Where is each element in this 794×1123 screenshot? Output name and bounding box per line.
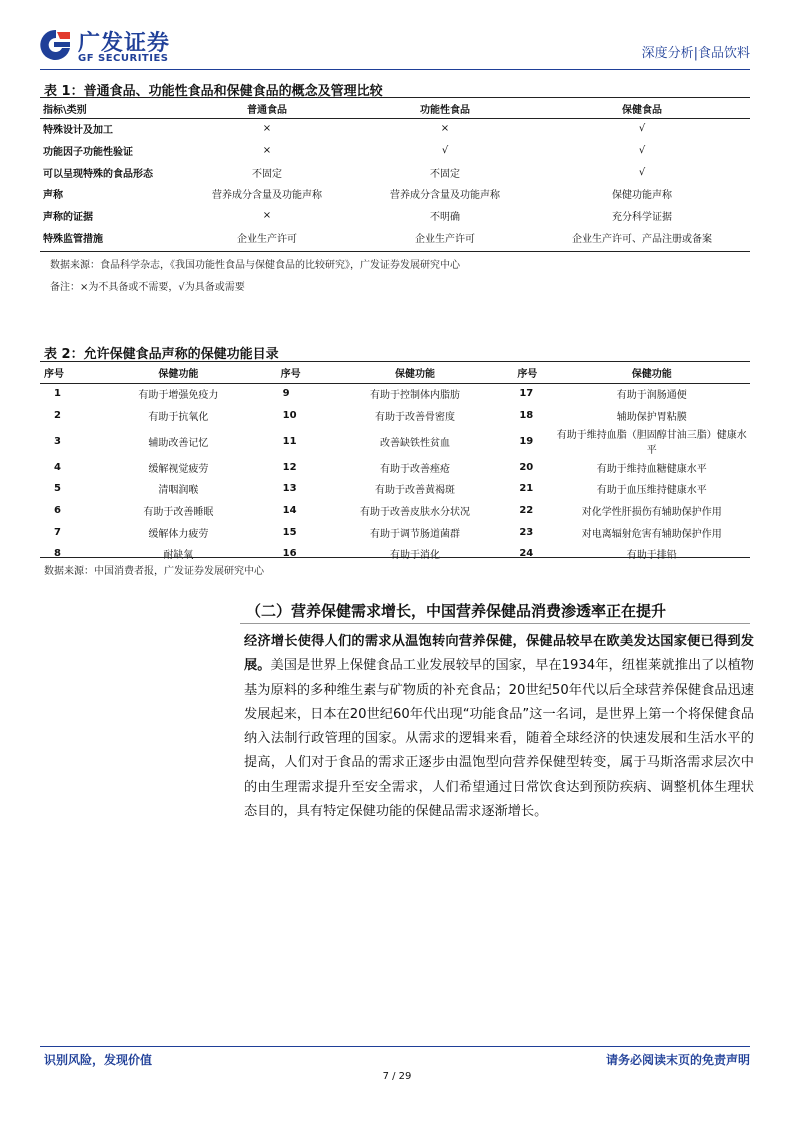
table-cell: × [262,123,272,135]
header-divider [40,69,750,70]
table-cell: 特殊监管措施 [43,233,103,245]
health-function-table [40,362,750,565]
table-cell: 有助于维持血糖健康水平 [596,463,707,475]
table-row [40,226,750,248]
table-cell: 营养成分含量及功能声称 [212,190,322,202]
table-cell: 辅助保护胃粘膜 [616,412,687,424]
table-cell: 缓解视觉疲劳 [148,463,209,475]
page-header [40,26,750,70]
table-cell: 10 [282,410,297,422]
table-cell: 清咽润喉 [158,485,199,497]
table-cell: 耐缺氧 [163,550,194,562]
logo-english-name: GF SECURITIES [78,53,169,64]
table-cell: 声称的证据 [43,212,93,224]
table-cell: 有助于改善皮肤水分状况 [360,507,471,519]
table-cell: √ [638,123,646,135]
table-cell: 19 [519,435,534,447]
table-cell: × [262,210,272,222]
table2-header-cell: 序号 [517,369,538,380]
footer-disclaimer: 请务必阅读末页的免责声明 [605,1053,750,1067]
table-cell: 不固定 [252,168,282,180]
table-cell: 12 [282,461,297,473]
table-row [40,405,750,427]
table-cell: 5 [54,483,61,495]
table1-header-row [40,98,750,118]
table-cell: √ [441,145,449,157]
table-cell: 24 [519,548,534,560]
table-cell: 充分科学证据 [612,212,672,224]
section-divider [240,623,750,624]
table-cell: 20 [519,461,534,473]
table-row [40,478,750,500]
table-cell: 3 [54,435,61,447]
lead-sentence: 经济增长使得人们的需求从温饱转向营养保健，保健品较早在欧美发达国家便已得到发展。 [244,634,754,674]
table-row [40,118,750,140]
body-paragraph [244,630,754,824]
footer-slogan: 识别风险，发现价值 [44,1053,153,1067]
table1-header-cell: 功能性食品 [420,104,470,116]
table-cell: 不固定 [430,168,460,180]
table-cell: 9 [282,388,290,400]
table-cell: 企业生产许可 [415,233,475,245]
comparison-table [40,98,750,248]
table-cell: 可以呈现特殊的食品形态 [43,168,153,180]
table-cell: 特殊设计及加工 [43,125,113,137]
table2-header-cell: 序号 [44,369,64,380]
table-cell: 改善缺铁性贫血 [380,437,451,449]
table-cell: 7 [54,526,61,538]
table-cell: 11 [282,435,297,447]
table-cell: 18 [519,410,534,422]
table-cell: × [440,123,450,135]
table-cell: 8 [54,548,61,560]
footer-divider [40,1046,750,1047]
table-row [40,205,750,227]
table-cell: 14 [282,505,297,517]
table-cell: 企业生产许可 [237,233,297,245]
table-cell: 21 [519,483,534,495]
company-logo [40,26,210,66]
table-cell: 16 [282,548,297,560]
table-cell: 1 [54,388,61,400]
report-type: 深度分析|食品饮料 [641,46,750,61]
table-cell: 6 [54,505,61,517]
table2-header-cell: 保健功能 [158,369,199,380]
table-cell: × [262,145,272,157]
table-cell: 22 [519,505,534,517]
table-cell: 辅助改善记忆 [148,437,209,449]
table2-source: 数据来源：中国消费者报，广发证券发展研究中心 [44,566,264,577]
table2-bottom-rule [40,557,750,558]
table-cell: 营养成分含量及功能声称 [390,190,500,202]
table2-header-cell: 序号 [280,369,301,380]
table-cell: 有助于血压维持健康水平 [596,485,707,497]
section-heading: （二）营养保健需求增长，中国营养保健品消费渗透率正在提升 [246,602,667,620]
page-number: 7 / 29 [382,1071,412,1082]
table-row [40,383,750,405]
table-row [40,500,750,522]
table-cell: 有助于增强免疫力 [138,390,219,402]
table2-header-cell: 保健功能 [395,369,436,380]
table-row [40,161,750,183]
table-cell: 有助于润肠通便 [616,390,687,402]
table1-source: 数据来源：食品科学杂志，《我国功能性食品与保健食品的比较研究》，广发证券发展研究中心 [50,260,460,271]
table-cell: 对电离辐射危害有辅助保护作用 [581,528,722,540]
table-cell: 有助于抗氧化 [148,412,209,424]
table2-header-row [40,362,750,383]
table-row [40,140,750,162]
table-cell: 有助于消化 [390,550,441,562]
table-cell: 保健功能声称 [612,190,672,202]
table-cell: 有助于排铅 [626,550,677,562]
table2-header-cell: 保健功能 [631,369,672,380]
table-cell: 4 [54,461,61,473]
table-cell: 23 [519,526,534,538]
table1-note: 备注：×为不具备或不需要，√为具备或需要 [50,282,245,293]
table1-header-cell: 保健食品 [622,104,662,116]
table-cell: 有助于改善睡眠 [143,507,214,519]
table-cell: 有助于改善痤疮 [380,463,451,475]
table-cell: 有助于调节肠道菌群 [370,528,461,540]
table-row [40,183,750,205]
table-row [40,521,750,543]
table1-header-cell: 指标\类别 [43,104,87,116]
table-cell: 有助于维持血脂（胆固醇甘油三脂）健康水平 [556,430,747,457]
table-row [40,426,750,456]
table-cell: 对化学性肝损伤有辅助保护作用 [581,507,722,519]
table1-title: 表 1：普通食品、功能性食品和保健食品的概念及管理比较 [44,84,383,99]
table-cell: 17 [519,388,534,400]
table-cell: 15 [282,526,297,538]
table-cell: 缓解体力疲劳 [148,528,209,540]
table-cell: √ [638,166,646,178]
table-cell: 2 [54,410,61,422]
table-cell: 功能因子功能性验证 [43,147,133,159]
table-cell: 13 [282,483,297,495]
table-row [40,456,750,478]
table-cell: 有助于控制体内脂肪 [370,390,461,402]
table2-title: 表 2：允许保健食品声称的保健功能目录 [44,347,279,362]
table-cell: 有助于改善骨密度 [375,412,456,424]
table-cell: 声称 [43,190,63,202]
table-cell: 企业生产许可、产品注册或备案 [572,233,712,245]
table-cell: 不明确 [430,212,460,224]
table-cell: √ [638,145,646,157]
table1-header-cell: 普通食品 [247,104,287,116]
logo-chinese-name: 广发证券 [78,31,171,56]
gf-logo-icon [40,28,72,62]
table1-bottom-rule [40,251,750,252]
paragraph-text: 美国是世界上保健食品工业发展较早的国家，早在1934年，纽崔莱就推出了以植物基为原料的多种维生素与矿物质的补充食品；20世纪50年代以后全球营养保健食品迅速发展起来，日本在20世纪60年代出现“功能食品”这一名词，是世界上第一个将保健食品纳入法制行政管理的国家。从需求的逻辑来看，随着全球经济的快速发展和生活水平的提高，人们对于食品的需求正逐步由温饱型向营养保健型转变，属于马斯洛需求层次中的由生理需求提升至安全需求，人们希望通过日常饮食达到预防疾病、调整机体生理状态目的，具有特定保健功能的保健品需求逐渐增长。 [244,658,754,820]
table-cell: 有助于改善黄褐斑 [375,485,456,497]
